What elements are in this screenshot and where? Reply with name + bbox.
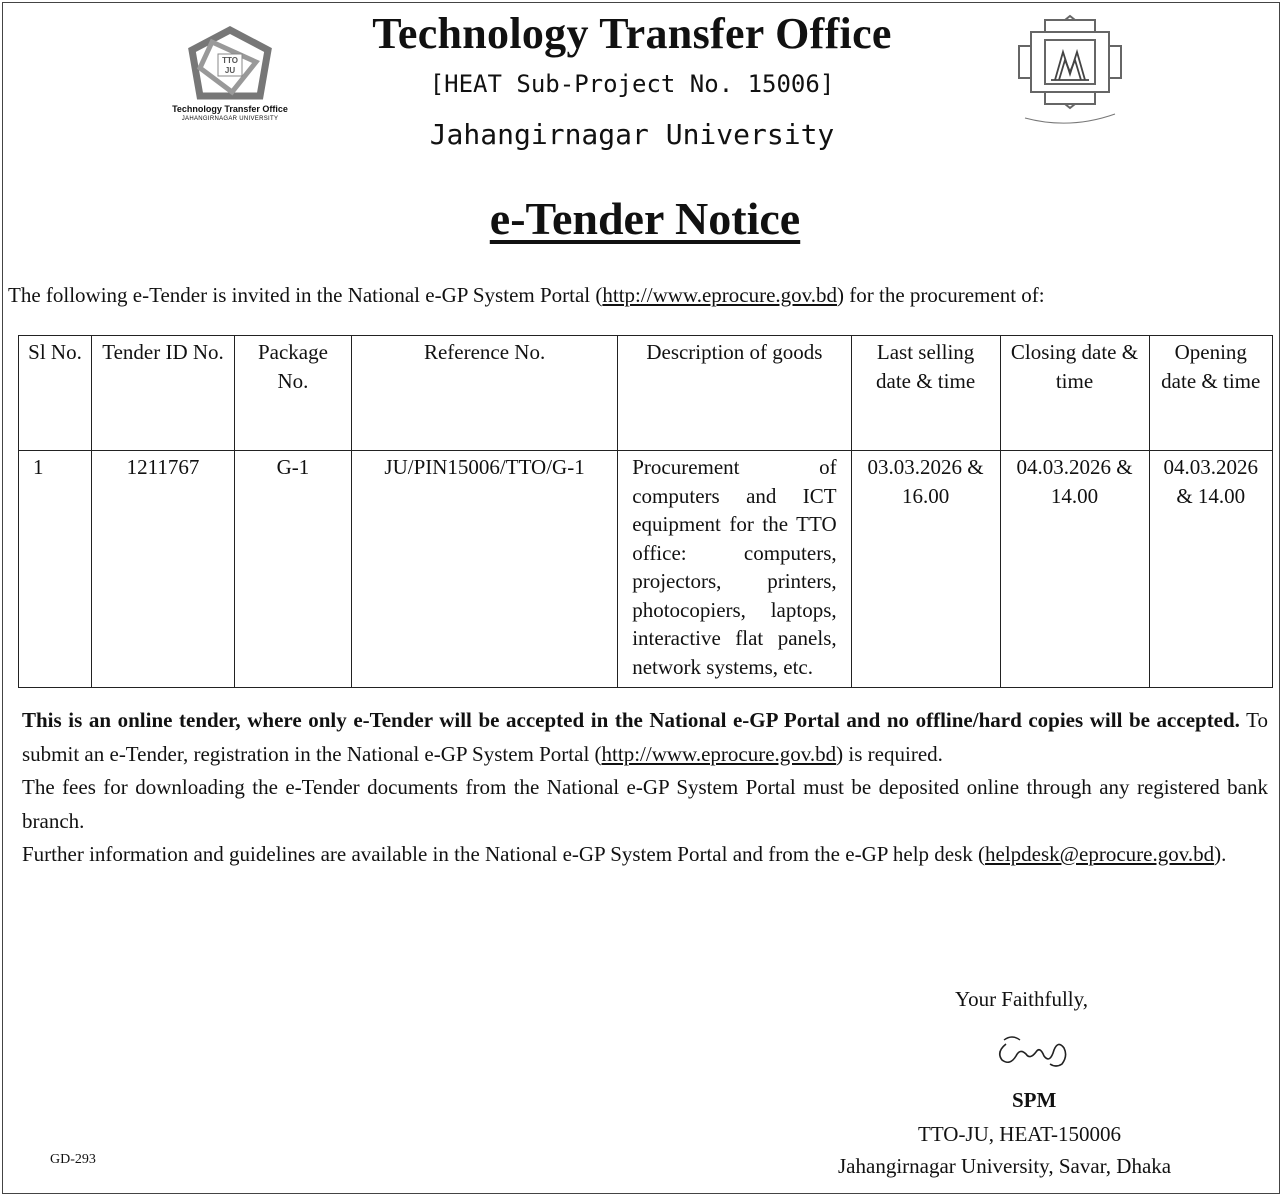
tender-table bbox=[18, 335, 1273, 688]
notice-body bbox=[22, 704, 1268, 872]
closing-salutation: Your Faithfully, bbox=[955, 987, 1089, 1011]
emblem-text-line2: JU bbox=[224, 66, 236, 75]
body-paragraph-1 bbox=[22, 704, 1268, 771]
eprocure-link-2[interactable]: http://www.eprocure.gov.bd bbox=[601, 741, 837, 766]
cell-sl: 1 bbox=[19, 451, 92, 688]
p3-text-before: Further information and guidelines are available in the National e-GP System Portal and from the e-GP help desk ( bbox=[22, 842, 986, 866]
table-header-row bbox=[19, 336, 1273, 451]
header-closing: Closing date & time bbox=[1000, 336, 1149, 451]
online-tender-statement: This is an online tender, where only e-Tender will be accepted in the National e-GP Portal and no offline/hard copies will be accepted. bbox=[22, 708, 1240, 732]
signatory-address: Jahangirnagar University, Savar, Dhaka bbox=[838, 1154, 1172, 1178]
logo-caption-line2: JAHANGIRNAGAR UNIVERSITY bbox=[181, 116, 279, 122]
logo-caption-line1: Technology Transfer Office bbox=[172, 104, 288, 114]
header-last-selling: Last selling date & time bbox=[851, 336, 1000, 451]
cell-opening: 04.03.2026 & 14.00 bbox=[1149, 451, 1273, 688]
cell-last-selling: 03.03.2026 & 16.00 bbox=[851, 451, 1000, 688]
notice-title-text: e-Tender Notice bbox=[489, 193, 801, 244]
header-description: Description of goods bbox=[618, 336, 851, 451]
header-package: Package No. bbox=[235, 336, 352, 451]
body-paragraph-2: The fees for downloading the e-Tender documents from the National e-GP System Portal must be deposited online through any registered bank branch. bbox=[22, 775, 1268, 833]
cell-description: Procurement of computers and ICT equipment for the TTO office: computers, projectors, printers, photocopiers, laptops, interactive flat panels, network systems, etc. bbox=[618, 451, 851, 688]
cell-reference: JU/PIN15006/TTO/G-1 bbox=[351, 451, 617, 688]
intro-paragraph bbox=[8, 283, 1045, 308]
body-paragraph-3 bbox=[22, 838, 1268, 872]
eprocure-link[interactable]: http://www.eprocure.gov.bd bbox=[602, 283, 838, 307]
notice-title bbox=[0, 192, 1286, 245]
intro-text-before: The following e-Tender is invited in the National e-GP System Portal ( bbox=[8, 283, 603, 307]
cell-tender-id: 1211767 bbox=[92, 451, 235, 688]
signatory-name: SPM bbox=[1012, 1088, 1057, 1112]
p1-text-before: To submit an e-Tender, registration in the National e-GP System Portal ( bbox=[22, 708, 1268, 766]
p3-text-after: ). bbox=[1214, 842, 1227, 866]
table-row bbox=[19, 451, 1273, 688]
emblem-text-line1: TTO bbox=[222, 56, 238, 65]
signature-icon bbox=[992, 1030, 1082, 1070]
p1-text-after: ) is required. bbox=[836, 741, 943, 766]
cell-package: G-1 bbox=[235, 451, 352, 688]
intro-text-after: ) for the procurement of: bbox=[837, 283, 1045, 307]
subproject-line: [HEAT Sub-Project No. 15006] bbox=[429, 70, 835, 98]
university-name: Jahangirnagar University bbox=[429, 118, 835, 151]
helpdesk-email-link[interactable]: helpdesk@eprocure.gov.bd bbox=[985, 842, 1215, 866]
cell-closing: 04.03.2026 & 14.00 bbox=[1000, 451, 1149, 688]
signatory-organization: TTO-JU, HEAT-150006 bbox=[918, 1122, 1121, 1146]
header-reference: Reference No. bbox=[351, 336, 617, 451]
office-title: Technology Transfer Office bbox=[372, 9, 892, 58]
header-sl: Sl No. bbox=[19, 336, 92, 451]
header-tender-id: Tender ID No. bbox=[92, 336, 235, 451]
document-code: GD-293 bbox=[50, 1152, 96, 1167]
header-opening: Opening date & time bbox=[1149, 336, 1273, 451]
